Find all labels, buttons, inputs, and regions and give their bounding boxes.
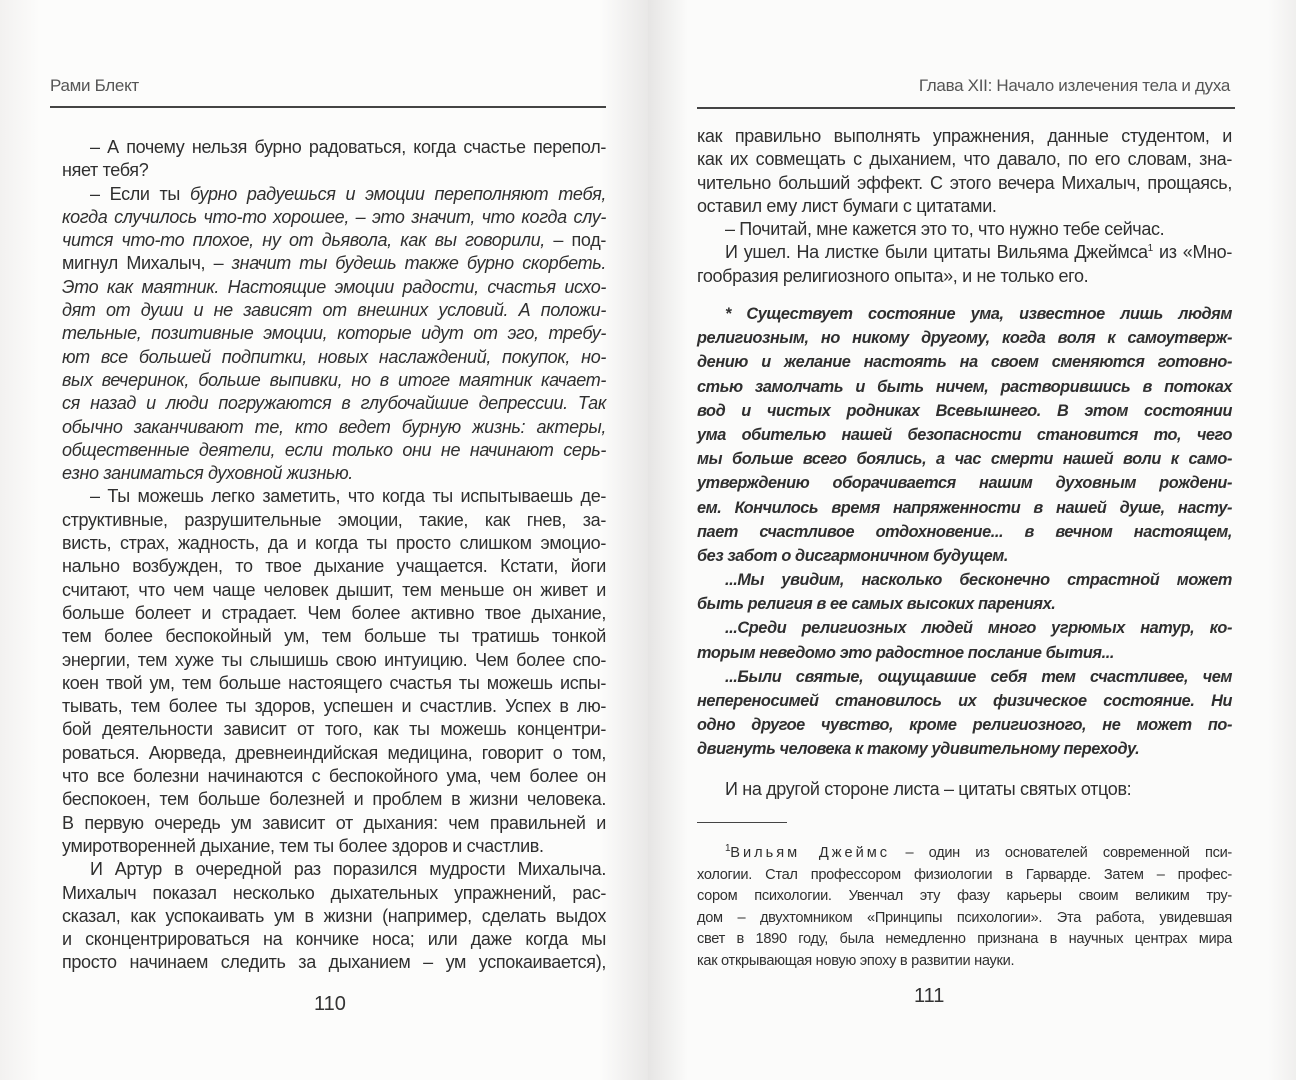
page-number: 111	[914, 985, 945, 1007]
text-line	[697, 148, 1232, 171]
text-segment: роваться. Аюрведа, древнеиндийская медицина, говорит о том,	[62, 742, 606, 763]
text-segment: ем. Кончилось время напряженности в нашей душе, насту-	[697, 498, 1232, 517]
text-line	[62, 322, 606, 345]
text-line	[62, 136, 606, 159]
text-line	[697, 843, 1232, 865]
text-segment: из «Мно-	[1152, 242, 1232, 263]
text-line	[697, 520, 1232, 544]
italic-text: общественные деятели, если только они не начинают серь-	[62, 439, 606, 460]
text-segment: свет в 1890 году, была немедленно признана в научных центрах мира	[697, 931, 1232, 948]
text-segment: * Существует состояние ума, известное лишь людям	[725, 305, 1232, 323]
text-line	[697, 326, 1232, 350]
text-line	[62, 625, 606, 648]
text-line	[62, 485, 606, 508]
text-segment: висть, страх, жадность, да и когда ты просто слишком эмоцио-	[62, 533, 606, 554]
text-segment: одно другое чувство, кроме религиозного, не может по-	[697, 716, 1232, 735]
footnote-rule	[697, 822, 787, 823]
text-line	[697, 665, 1232, 689]
text-line	[62, 579, 606, 602]
text-segment: мигнул Михалыч, –	[62, 253, 232, 274]
text-line	[697, 713, 1232, 737]
text-segment: хологии. Стал профессором физиологии в Гарварде. Затем – профес-	[697, 866, 1232, 883]
text-segment: – А почему нельзя бурно радоваться, когда счастье перепол-	[90, 137, 606, 157]
text-segment: тем более беспокойный ум, тем больше ты тратишь тонкой	[62, 626, 606, 647]
text-segment: больше болеет и страдает. Чем более активно твое дыхание,	[62, 602, 606, 623]
text-line	[62, 905, 606, 928]
text-line	[62, 299, 606, 322]
text-line	[697, 737, 1232, 761]
text-segment: пает счастливое отдохновение... в вечном настоящем,	[697, 522, 1232, 541]
text-line	[697, 125, 1232, 148]
text-segment: беспокоен, тем больше болезней и проблем в жизни человека.	[62, 789, 606, 810]
italic-text: чится что-то плохое, ну от дьявола, как вы говорили,	[62, 230, 545, 251]
text-line	[62, 672, 606, 695]
header-rule	[697, 107, 1235, 109]
text-line	[697, 616, 1232, 640]
text-line	[62, 229, 606, 252]
text-line	[697, 241, 1232, 264]
text-line	[697, 908, 1232, 930]
text-line	[62, 602, 606, 625]
text-line	[62, 928, 606, 951]
text-segment: гообразия религиозного опыта», и не только его.	[697, 265, 1089, 286]
text-line	[697, 865, 1232, 887]
italic-text: дят от души и не зависят от внешних условий. А положи-	[62, 300, 606, 321]
text-segment: – Если ты	[90, 183, 190, 204]
text-line	[697, 544, 1232, 568]
text-segment: – Ты можешь легко заметить, что когда ты испытываешь де-	[90, 486, 606, 507]
italic-text: обычно заканчивают те, кто ведет бурную жизнь: актеры,	[62, 416, 606, 437]
right-page	[648, 0, 1296, 1080]
text-line	[62, 951, 606, 974]
text-segment: Михалыч показал несколько дыхательных упражнений, рас-	[62, 882, 606, 903]
text-line	[62, 206, 606, 229]
text-segment: утверждению оборачивается нашим духовным рождени-	[697, 474, 1232, 493]
text-line	[62, 742, 606, 765]
text-segment: няет тебя?	[62, 160, 149, 181]
text-line	[62, 252, 606, 275]
text-line	[697, 375, 1232, 399]
text-line	[697, 399, 1232, 423]
text-segment: вод и чистых родниках Всевышнего. В этом состоянии	[697, 401, 1232, 420]
text-segment: бой деятельности зависит от того, как ты можешь концентри-	[62, 719, 606, 740]
footnote-marker: 1	[1147, 243, 1153, 255]
italic-text: езно заниматься духовной жизнью.	[62, 463, 353, 484]
text-segment: дению и желание настоять на своем сменяются готовно-	[697, 353, 1232, 372]
text-line	[697, 496, 1232, 520]
header-rule	[50, 106, 606, 108]
text-line	[62, 462, 606, 485]
text-segment: просто начинаем следить за дыханием – ум успокаивается),	[62, 952, 606, 973]
text-line	[697, 641, 1232, 665]
right-page-intro	[697, 125, 1232, 288]
text-line	[62, 695, 606, 718]
text-segment: – один из основателей современной пси-	[890, 845, 1232, 861]
text-segment: оставил ему лист бумаги с цитатами.	[697, 195, 997, 216]
text-segment: сказал, как успокаивать ум в жизни (например, сделать выдох	[62, 905, 606, 926]
text-segment: В первую очередь ум зависит от дыхания: чем правильней и	[62, 812, 606, 833]
text-segment: энергии, тем хуже ты слышишь свою интуицию. Чем более спо-	[62, 649, 606, 670]
text-line	[62, 812, 606, 835]
text-segment: И Артур в очередной раз поразился мудрости Михалыча.	[90, 859, 606, 880]
text-segment: дом – двухтомником «Принципы психологии». Эта работа, увидевшая	[697, 909, 1232, 926]
italic-text: ся назад и люди погружаются в глубочайшие депрессии. Так	[62, 393, 606, 414]
text-line	[697, 423, 1232, 447]
text-line	[62, 416, 606, 439]
text-line	[62, 649, 606, 672]
text-segment: как их совмещать с дыханием, что давало, по его словам, зна-	[697, 149, 1232, 170]
text-segment: нально возбужден, то твое дыхание учащается. Кстати, йоги	[62, 556, 606, 577]
text-line	[62, 718, 606, 741]
page-number: 110	[314, 993, 346, 1015]
text-segment: что все болезни начинаются с беспокойного ума, чем более он	[62, 766, 606, 787]
text-line	[62, 439, 606, 462]
text-line	[697, 592, 1232, 616]
text-segment: двигнуть человека к такому удивительному переходу.	[697, 740, 1140, 759]
text-segment: религиозным, но никому другому, когда воля к самоутверж-	[697, 329, 1232, 348]
text-segment: – Почитай, мне кажется это то, что нужно тебе сейчас.	[725, 219, 1165, 240]
text-line	[697, 350, 1232, 374]
text-segment: И ушел. На листке были цитаты Вильяма Джеймса	[725, 242, 1148, 263]
text-segment: как открывающая новую эпоху в развитии науки.	[697, 952, 1015, 969]
text-segment: тывать, тем более ты здоров, успешен и счастлив. Успех в лю-	[62, 696, 606, 717]
footnote	[697, 843, 1232, 973]
text-segment: И на другой стороне листа – цитаты святых отцов:	[725, 779, 1132, 799]
text-line	[697, 951, 1232, 973]
text-line	[62, 369, 606, 392]
text-segment: чительно больший эффект. С этого вечера Михалыч, прощаясь,	[697, 172, 1232, 193]
text-segment: торым неведомо это радостное послание бытия...	[697, 643, 1114, 662]
text-line	[697, 218, 1232, 241]
running-head-author: Рами Блект	[50, 76, 139, 95]
text-segment: Вильям Джеймс	[730, 845, 891, 861]
text-line	[62, 509, 606, 532]
text-line	[697, 568, 1232, 592]
text-segment: ...Среди религиозных людей много угрюмых натур, ко-	[725, 619, 1232, 638]
text-segment: ума обителью нашей безопасности становится то, чего	[697, 425, 1232, 444]
text-segment: и сконцентрироваться на кончике носа; или даже когда мы	[62, 929, 606, 950]
text-line	[697, 172, 1232, 195]
italic-text: ют все большей подпитки, новых наслаждений, покупок, но-	[62, 346, 606, 367]
text-line	[62, 555, 606, 578]
italic-text: тельные, позитивные эмоции, которые идут от эго, требу-	[62, 323, 606, 344]
text-line	[697, 471, 1232, 495]
text-line	[62, 159, 606, 182]
text-line	[62, 276, 606, 299]
text-line	[62, 788, 606, 811]
text-segment: как правильно выполнять упражнения, данные студентом, и	[697, 126, 1232, 146]
text-segment: сором психологии. Увенчал эту фазу карьеры своим великим тру-	[697, 888, 1232, 905]
after-quote-line	[697, 778, 1232, 801]
left-page-body	[62, 136, 606, 975]
text-segment: ...Были святые, ощущавшие себя тем счастливее, чем	[725, 667, 1232, 686]
text-line	[62, 765, 606, 788]
text-segment: – под-	[544, 230, 606, 251]
text-line	[62, 835, 606, 858]
text-line	[697, 195, 1232, 218]
text-line	[62, 882, 606, 905]
text-line	[697, 886, 1232, 908]
text-segment: без забот о дисгармоничном будущем.	[697, 546, 1009, 565]
italic-text: бурно радуешься и эмоции переполняют тебя,	[189, 183, 606, 204]
text-segment: коен твой ум, тем больше настоящего счастья ты можешь испы-	[62, 672, 606, 693]
text-segment: непереносимей становилось их физическое состояние. Ни	[697, 692, 1232, 710]
text-line	[62, 532, 606, 555]
italic-text: значит ты будешь также бурно скорбеть.	[231, 253, 606, 274]
italic-text: когда случилось что-то хорошее, – это значит, что когда слу-	[62, 206, 606, 227]
text-segment: мы больше всего боялись, а час смерти нашей воли к само-	[697, 450, 1232, 469]
footnote-marker: 1	[725, 843, 731, 855]
text-line	[697, 689, 1232, 713]
text-segment: ...Мы увидим, насколько бесконечно страстной может	[725, 571, 1232, 590]
text-line	[62, 858, 606, 881]
text-line	[697, 778, 1232, 801]
text-line	[62, 392, 606, 415]
text-line	[697, 302, 1232, 326]
text-line	[697, 447, 1232, 471]
text-segment: считают, что чем чаще человек дышит, тем меньше он живет и	[62, 579, 606, 600]
italic-text: Это как маятник. Настоящие эмоции радости, счастья исхо-	[62, 276, 606, 297]
running-head-chapter: Глава XII: Начало излечения тела и духа	[918, 76, 1230, 95]
text-line	[697, 265, 1232, 288]
text-line	[697, 929, 1232, 951]
text-segment: умиротворенней дыхание, тем ты более здоров и счастлив.	[62, 835, 544, 856]
italic-text: вых вечеринок, больше выпивки, но в итоге маятник качает-	[62, 369, 606, 390]
text-segment: стью замолчать и быть ничем, растворившись в потоках	[697, 377, 1232, 396]
text-segment: быть религия в ее самых высоких парениях.	[697, 595, 1056, 614]
text-segment: структивные, разрушительные эмоции, такие, как гнев, за-	[62, 509, 606, 530]
text-line	[62, 183, 606, 206]
text-line	[62, 346, 606, 369]
quote-block	[697, 302, 1232, 762]
